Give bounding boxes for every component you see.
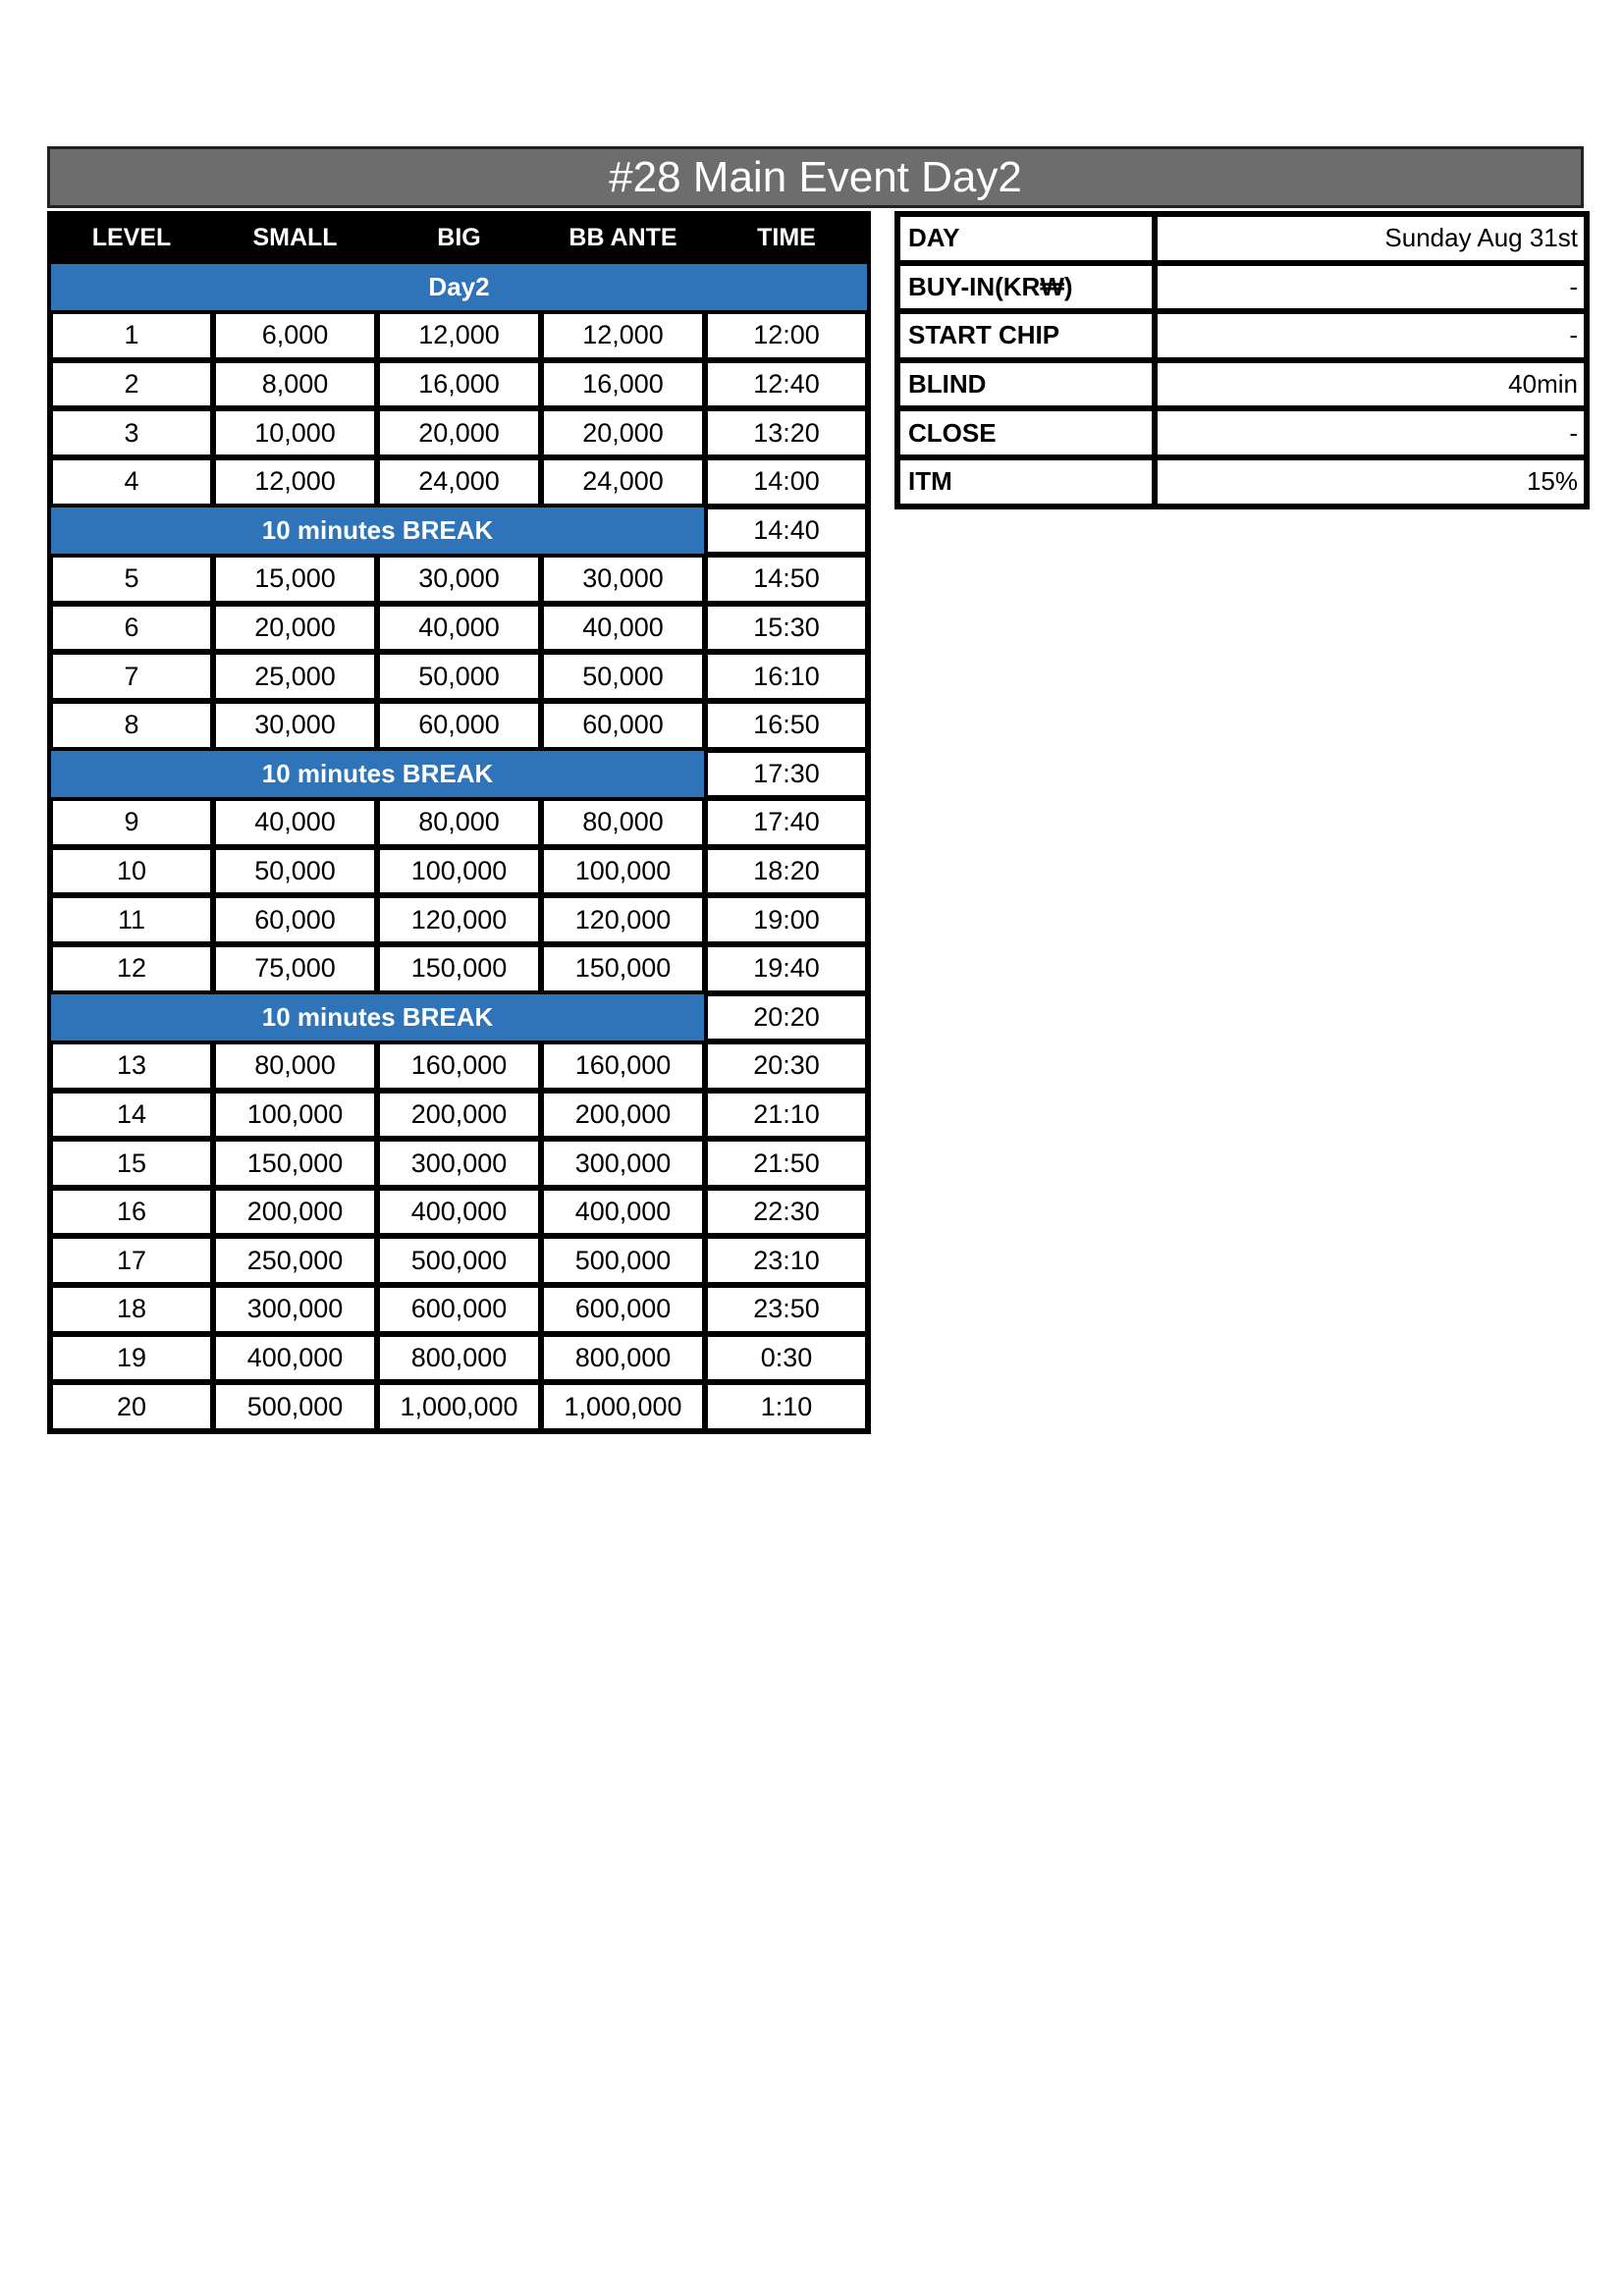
info-label: DAY xyxy=(898,215,1154,262)
table-cell: 200,000 xyxy=(542,1092,704,1139)
table-cell: 100,000 xyxy=(542,848,704,895)
table-cell: 19:40 xyxy=(706,945,867,992)
table-cell: 200,000 xyxy=(214,1189,376,1236)
table-cell: 150,000 xyxy=(378,945,540,992)
table-cell: 15 xyxy=(51,1140,212,1187)
break-label: 10 minutes BREAK xyxy=(51,751,704,798)
table-cell: 40,000 xyxy=(378,605,540,652)
table-cell: 14:50 xyxy=(706,556,867,603)
info-value: Sunday Aug 31st xyxy=(1156,215,1586,262)
section-label: Day2 xyxy=(51,264,867,311)
table-cell: 500,000 xyxy=(378,1237,540,1284)
table-cell: 800,000 xyxy=(542,1335,704,1382)
table-cell: 150,000 xyxy=(214,1140,376,1187)
table-cell: 40,000 xyxy=(214,799,376,846)
table-cell: 50,000 xyxy=(214,848,376,895)
table-cell: 60,000 xyxy=(542,702,704,749)
table-cell: 18:20 xyxy=(706,848,867,895)
table-cell: 800,000 xyxy=(378,1335,540,1382)
table-cell: 10,000 xyxy=(214,409,376,456)
table-cell: 50,000 xyxy=(542,653,704,700)
table-cell: 21:50 xyxy=(706,1140,867,1187)
table-cell: 20:30 xyxy=(706,1042,867,1090)
table-cell: 5 xyxy=(51,556,212,603)
table-cell: 19:00 xyxy=(706,896,867,943)
table-cell: 15:30 xyxy=(706,605,867,652)
table-cell: 22:30 xyxy=(706,1189,867,1236)
table-cell: 250,000 xyxy=(214,1237,376,1284)
table-cell: 1 xyxy=(51,312,212,359)
table-cell: 12:40 xyxy=(706,361,867,408)
table-cell: 1:10 xyxy=(706,1383,867,1430)
info-label: BUY-IN(KR₩) xyxy=(898,264,1154,311)
table-cell: 20 xyxy=(51,1383,212,1430)
table-cell: 160,000 xyxy=(542,1042,704,1090)
table-cell: 12 xyxy=(51,945,212,992)
table-cell: 80,000 xyxy=(542,799,704,846)
table-cell: 300,000 xyxy=(214,1286,376,1333)
table-cell: 9 xyxy=(51,799,212,846)
table-cell: 10 xyxy=(51,848,212,895)
break-time: 20:20 xyxy=(706,994,867,1041)
event-info-table xyxy=(894,211,1590,509)
table-cell: 500,000 xyxy=(542,1237,704,1284)
table-cell: 24,000 xyxy=(542,458,704,506)
table-cell: 6,000 xyxy=(214,312,376,359)
table-cell: 19 xyxy=(51,1335,212,1382)
info-value: 15% xyxy=(1156,458,1586,506)
table-cell: 200,000 xyxy=(378,1092,540,1139)
table-cell: 600,000 xyxy=(542,1286,704,1333)
table-cell: 300,000 xyxy=(378,1140,540,1187)
table-cell: 400,000 xyxy=(542,1189,704,1236)
break-label: 10 minutes BREAK xyxy=(51,994,704,1041)
info-label: START CHIP xyxy=(898,312,1154,359)
table-cell: 16,000 xyxy=(378,361,540,408)
table-cell: 600,000 xyxy=(378,1286,540,1333)
table-cell: 1,000,000 xyxy=(542,1383,704,1430)
table-cell: 24,000 xyxy=(378,458,540,506)
table-cell: 50,000 xyxy=(378,653,540,700)
table-cell: 12,000 xyxy=(542,312,704,359)
table-cell: 400,000 xyxy=(214,1335,376,1382)
info-label: CLOSE xyxy=(898,409,1154,456)
table-cell: 17 xyxy=(51,1237,212,1284)
table-cell: 13 xyxy=(51,1042,212,1090)
break-time: 17:30 xyxy=(706,751,867,798)
break-time: 14:40 xyxy=(706,507,867,555)
page-title: #28 Main Event Day2 xyxy=(47,146,1584,208)
table-cell: 14 xyxy=(51,1092,212,1139)
table-cell: 0:30 xyxy=(706,1335,867,1382)
table-cell: 20,000 xyxy=(378,409,540,456)
table-cell: 20,000 xyxy=(542,409,704,456)
column-header: BB ANTE xyxy=(541,214,705,263)
table-cell: 17:40 xyxy=(706,799,867,846)
table-cell: 25,000 xyxy=(214,653,376,700)
table-cell: 300,000 xyxy=(542,1140,704,1187)
table-cell: 7 xyxy=(51,653,212,700)
table-cell: 30,000 xyxy=(542,556,704,603)
info-label: BLIND xyxy=(898,361,1154,408)
table-cell: 400,000 xyxy=(378,1189,540,1236)
table-cell: 21:10 xyxy=(706,1092,867,1139)
table-cell: 12:00 xyxy=(706,312,867,359)
table-cell: 8,000 xyxy=(214,361,376,408)
column-header: TIME xyxy=(705,214,868,263)
table-cell: 6 xyxy=(51,605,212,652)
table-cell: 12,000 xyxy=(214,458,376,506)
table-cell: 30,000 xyxy=(378,556,540,603)
table-cell: 30,000 xyxy=(214,702,376,749)
table-cell: 80,000 xyxy=(214,1042,376,1090)
table-cell: 13:20 xyxy=(706,409,867,456)
info-value: 40min xyxy=(1156,361,1586,408)
table-cell: 2 xyxy=(51,361,212,408)
table-cell: 4 xyxy=(51,458,212,506)
table-cell: 18 xyxy=(51,1286,212,1333)
table-cell: 23:10 xyxy=(706,1237,867,1284)
table-cell: 150,000 xyxy=(542,945,704,992)
info-value: - xyxy=(1156,312,1586,359)
table-cell: 8 xyxy=(51,702,212,749)
table-cell: 100,000 xyxy=(378,848,540,895)
table-cell: 16,000 xyxy=(542,361,704,408)
table-cell: 500,000 xyxy=(214,1383,376,1430)
table-cell: 16 xyxy=(51,1189,212,1236)
table-cell: 11 xyxy=(51,896,212,943)
table-cell: 20,000 xyxy=(214,605,376,652)
info-label: ITM xyxy=(898,458,1154,506)
table-cell: 23:50 xyxy=(706,1286,867,1333)
table-cell: 40,000 xyxy=(542,605,704,652)
table-cell: 75,000 xyxy=(214,945,376,992)
blind-structure-table xyxy=(47,211,871,1434)
table-cell: 16:50 xyxy=(706,702,867,749)
column-header: SMALL xyxy=(213,214,377,263)
table-cell: 160,000 xyxy=(378,1042,540,1090)
table-cell: 3 xyxy=(51,409,212,456)
table-cell: 15,000 xyxy=(214,556,376,603)
table-cell: 100,000 xyxy=(214,1092,376,1139)
table-cell: 80,000 xyxy=(378,799,540,846)
table-cell: 1,000,000 xyxy=(378,1383,540,1430)
column-header: BIG xyxy=(377,214,541,263)
table-cell: 60,000 xyxy=(214,896,376,943)
break-label: 10 minutes BREAK xyxy=(51,507,704,555)
info-value: - xyxy=(1156,409,1586,456)
info-value: - xyxy=(1156,264,1586,311)
table-cell: 120,000 xyxy=(542,896,704,943)
table-cell: 14:00 xyxy=(706,458,867,506)
table-cell: 60,000 xyxy=(378,702,540,749)
column-header: LEVEL xyxy=(50,214,213,263)
table-cell: 12,000 xyxy=(378,312,540,359)
table-cell: 120,000 xyxy=(378,896,540,943)
table-cell: 16:10 xyxy=(706,653,867,700)
